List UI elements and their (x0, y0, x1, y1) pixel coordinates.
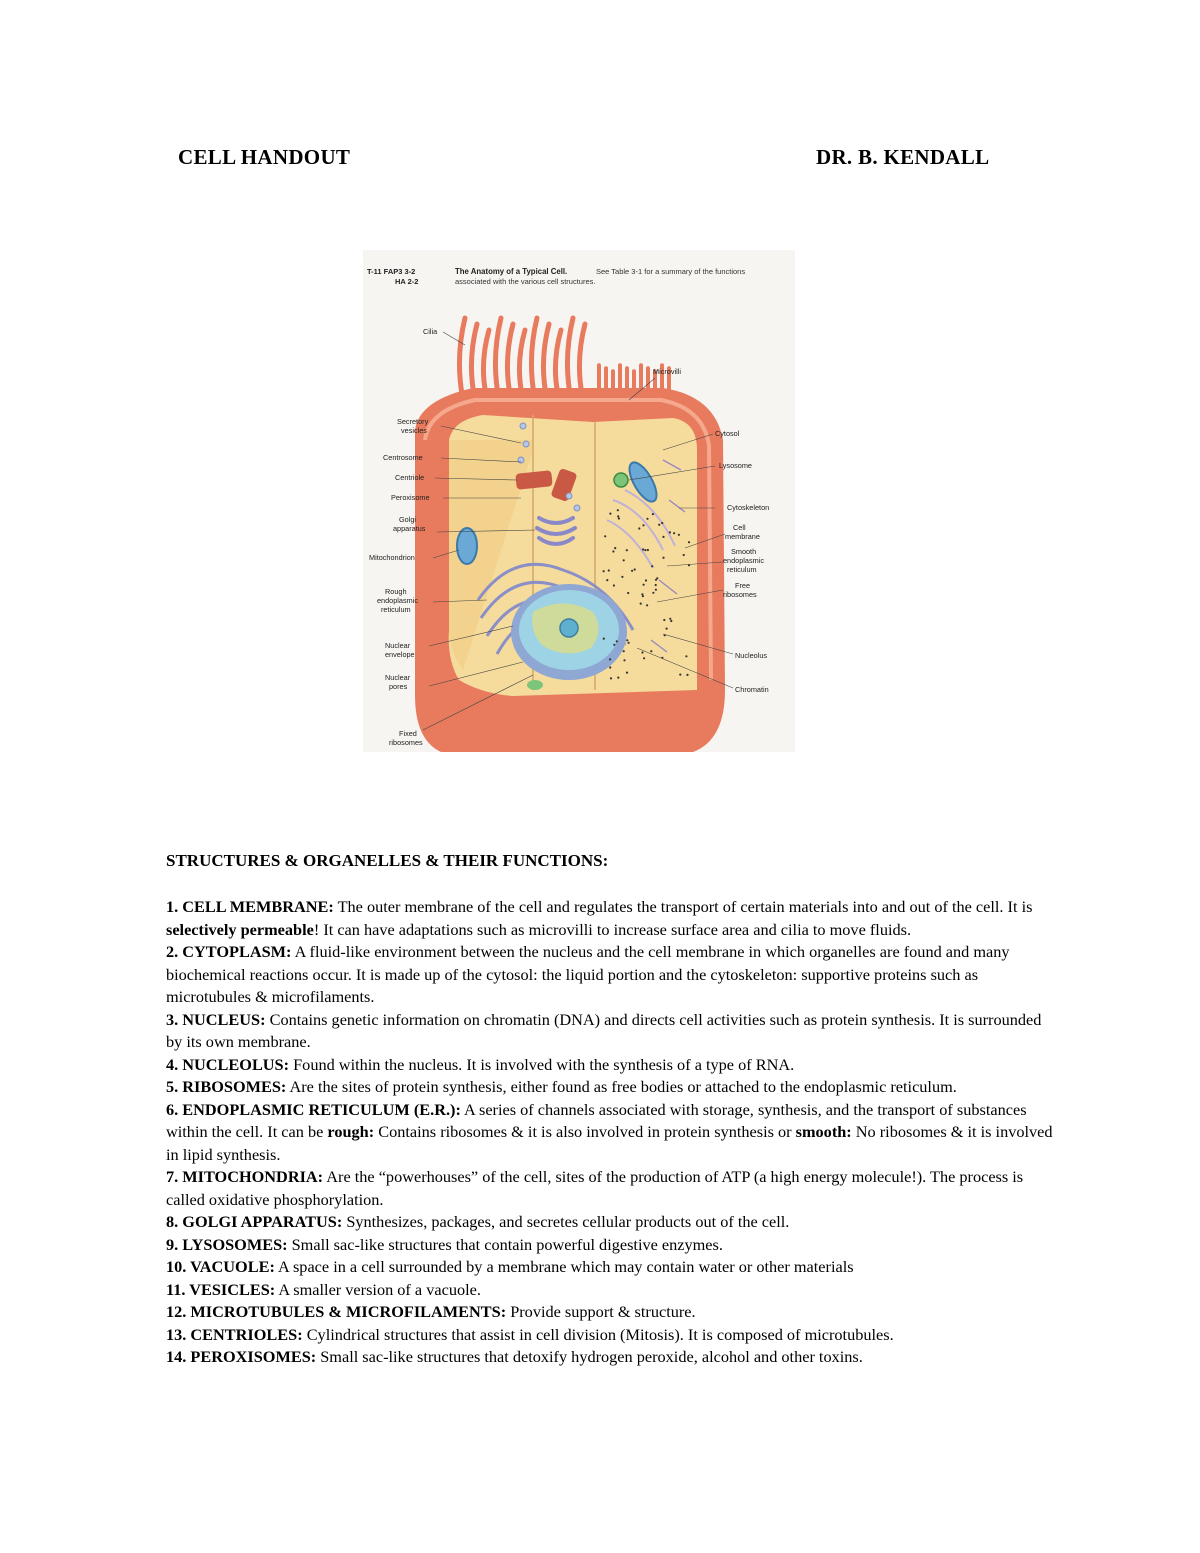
label-cilia: Cilia (423, 327, 438, 336)
ribosome (608, 569, 610, 571)
ribosome (641, 651, 643, 653)
ribosome (645, 579, 647, 581)
ribosome (626, 549, 628, 551)
label-free-ribosomes: Free (735, 581, 751, 590)
ribosome (638, 527, 640, 529)
ribosome (669, 531, 671, 533)
ribosome (623, 559, 625, 561)
ribosome (628, 642, 630, 644)
definition-item: 9. LYSOSOMES: Small sac-like structures that contain powerful digestive enzymes. (166, 1234, 723, 1254)
ribosome (613, 644, 615, 646)
lysosome (527, 680, 543, 690)
ribosome (621, 576, 623, 578)
label-smooth-er-3: reticulum (727, 565, 757, 574)
lysosome (614, 473, 628, 487)
ribosome (613, 584, 615, 586)
ribosome (651, 565, 653, 567)
definition-item: 14. PEROXISOMES: Small sac-like structures that detoxify hydrogen peroxide, alcohol and other toxins. (166, 1347, 863, 1366)
ribosome (650, 650, 652, 652)
ribosome (617, 677, 619, 679)
ribosome (626, 639, 628, 641)
ribosome (616, 640, 618, 642)
ribosome (663, 619, 665, 621)
caption-codes-1: T-11 FAP3 3-2 (367, 267, 416, 276)
ribosome (643, 657, 645, 659)
definition-item: 4. NUCLEOLUS: Found within the nucleus. It is involved with the synthesis of a type of RNA. (166, 1054, 795, 1074)
ribosome (655, 584, 657, 586)
label-golgi-2: apparatus (393, 524, 426, 533)
ribosome (683, 554, 685, 556)
mitochondrion (457, 528, 477, 564)
ribosome (609, 658, 611, 660)
label-rough-er-2: endoplasmic (377, 596, 418, 605)
ribosome (609, 513, 611, 515)
cilium (567, 318, 573, 400)
ribosome (642, 524, 644, 526)
ribosome (623, 650, 625, 652)
ribosome (640, 603, 642, 605)
definition-item: 3. NUCLEUS: Contains genetic information on chromatin (DNA) and directs cell activities such as protein synthesis. It is surrounded by its own membrane. (166, 1009, 1042, 1051)
ribosome (662, 557, 664, 559)
label-free-ribosomes-2: ribosomes (723, 590, 757, 599)
ribosome (673, 532, 675, 534)
label-fixed-ribosomes: Fixed (399, 729, 417, 738)
definition-item: 10. VACUOLE: A space in a cell surrounded by a membrane which may contain water or other materials (166, 1257, 854, 1276)
caption-text: See Table 3-1 for a summary of the functions (596, 267, 746, 276)
ribosome (606, 579, 608, 581)
ribosome (661, 522, 663, 524)
ribosome (655, 589, 657, 591)
label-rough-er-3: reticulum (381, 605, 411, 614)
ribosome (678, 534, 680, 536)
ribosome (643, 584, 645, 586)
ribosome (626, 672, 628, 674)
label-nuclear-pores-2: pores (389, 682, 408, 691)
ribosome (679, 674, 681, 676)
label-fixed-ribosomes-2: ribosomes (389, 738, 423, 747)
definition-item: 12. MICROTUBULES & MICROFILAMENTS: Provide support & structure. (166, 1302, 696, 1321)
label-lysosome: Lysosome (719, 461, 752, 470)
label-nuclear-envelope: Nuclear (385, 641, 411, 650)
ribosome (603, 638, 605, 640)
label-cell-membrane: Cell (733, 523, 746, 532)
ribosome (686, 674, 688, 676)
label-centriole: Centriole (395, 473, 425, 482)
label-cytoskeleton: Cytoskeleton (727, 503, 770, 512)
ribosome (623, 659, 625, 661)
definition-item: 5. RIBOSOMES: Are the sites of protein synthesis, either found as free bodies or attached to the endoplasmic reticulum. (166, 1077, 957, 1096)
ribosome (646, 604, 648, 606)
ribosome (685, 655, 687, 657)
cilia (459, 318, 585, 400)
ribosome (618, 517, 620, 519)
definition-item: 13. CENTRIOLES: Cylindrical structures that assist in cell division (Mitosis). It is composed of microtubules. (166, 1324, 894, 1344)
ribosome (646, 518, 648, 520)
definition-item: 6. ENDOPLASMIC RETICULUM (E.R.): A series of channels associated with storage, synthesis, and the transport of substances within the cell. It can be rough: Contains ribosomes & it is also involved in protein synthesis or smooth: No ribosomes & it is involved in lipid synthesis. (166, 1099, 1053, 1164)
ribosome (627, 592, 629, 594)
definition-item: 7. MITOCHONDRIA: Are the “powerhouses” of the cell, sites of the production of ATP (a high energy molecule!). The process is called oxidative phosphorylation. (166, 1167, 1024, 1209)
ribosome (644, 549, 646, 551)
label-secretory-vesicles: Secretory (397, 417, 429, 426)
cilium (531, 318, 537, 400)
label-peroxisome: Peroxisome (391, 493, 430, 502)
label-microvilli: Microvilli (653, 367, 681, 376)
cilium (495, 318, 501, 400)
caption-line-2: associated with the various cell structures. (455, 277, 596, 286)
label-chromatin: Chromatin (735, 685, 769, 694)
label-nuclear-envelope-2: envelope (385, 650, 415, 659)
ribosome (658, 524, 660, 526)
label-nuclear-pores: Nuclear (385, 673, 411, 682)
ribosome (688, 541, 690, 543)
ribosome (662, 536, 664, 538)
ribosome (642, 548, 644, 550)
ribosome (609, 666, 611, 668)
ribosome (652, 513, 654, 515)
ribosome (647, 549, 649, 551)
label-golgi: Golgi (399, 515, 417, 524)
ribosome (617, 509, 619, 511)
label-smooth-er: Smooth (731, 547, 757, 556)
ribosome (603, 570, 605, 572)
definition-item: 2. CYTOPLASM: A fluid-like environment between the nucleus and the cell membrane in which organelles are found and many biochemical reactions occur. It is made up of the cytosol: the liquid portion and the cytoskeleton: supportive proteins such as microtubules & microfilaments. (166, 942, 1010, 1006)
author-name: DR. B. KENDALL (816, 145, 990, 169)
definition-item: 8. GOLGI APPARATUS: Synthesizes, packages, and secretes cellular products out of the cell. (166, 1212, 790, 1231)
ribosome (634, 568, 636, 570)
ribosome (614, 547, 616, 549)
label-cell-membrane-2: membrane (725, 532, 760, 541)
ribosome (641, 593, 643, 595)
label-rough-er: Rough (385, 587, 407, 596)
cilium (459, 318, 465, 400)
organelle-definitions (166, 896, 1056, 1369)
definition-item: 11. VESICLES: A smaller version of a vacuole. (166, 1279, 481, 1299)
label-secretory-vesicles-2: vesicles (401, 426, 427, 435)
nucleolus (560, 619, 578, 637)
ribosome (666, 628, 668, 630)
label-nucleolus: Nucleolus (735, 651, 768, 660)
ribosome (612, 550, 614, 552)
cell-anatomy-figure (363, 250, 795, 752)
caption-title: The Anatomy of a Typical Cell. (455, 267, 568, 276)
ribosome (631, 570, 633, 572)
handout-title: CELL HANDOUT (178, 145, 351, 169)
ribosome (656, 577, 658, 579)
ribosome (610, 677, 612, 679)
section-heading: STRUCTURES & ORGANELLES & THEIR FUNCTIONS: (166, 851, 609, 870)
label-smooth-er-2: endoplasmic (723, 556, 764, 565)
ribosome (617, 515, 619, 517)
definition-item: 1. CELL MEMBRANE: The outer membrane of the cell and regulates the transport of certain materials into and out of the cell. It is selectively permeable! It can have adaptations such as microvilli to increase surface area and cilia to move fluids. (166, 897, 1033, 939)
caption-codes-2: HA 2-2 (395, 277, 419, 286)
label-centrosome: Centrosome (383, 453, 423, 462)
ribosome (669, 618, 671, 620)
ribosome (604, 535, 606, 537)
label-cytosol: Cytosol (715, 429, 740, 438)
label-mitochondrion: Mitochondrion (369, 553, 415, 562)
ribosome (652, 592, 654, 594)
ribosome (670, 620, 672, 622)
